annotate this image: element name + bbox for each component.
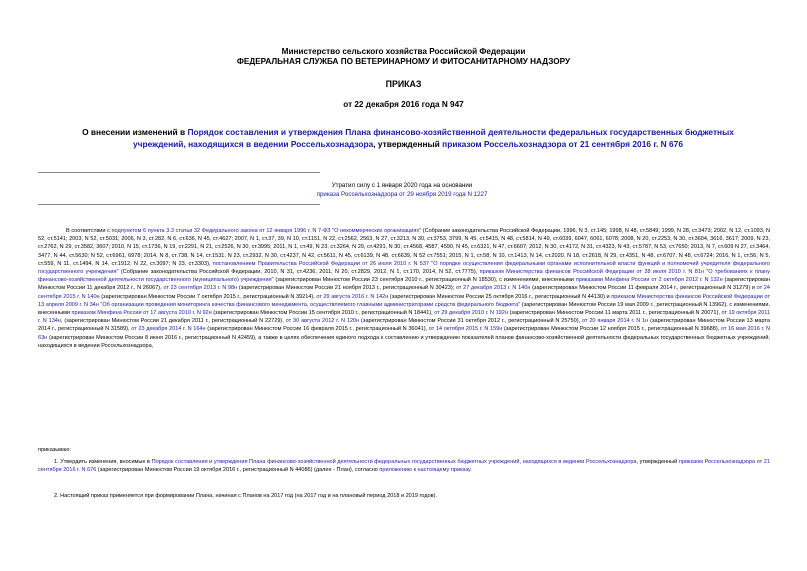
preamble-text: (Собрание законодательства Российской Федерации, 2010, N 31, ст.4236, 2011, N 20, ст.2829, 2012, N 1, ст.170, 2014, N 52, ст.7775), xyxy=(118,269,480,276)
amendment-link[interactable]: от 20 января 2014 г. N 1н xyxy=(581,318,649,325)
amendment-link[interactable]: от 30 августа 2012 г. N 120н xyxy=(285,318,360,325)
minfin-order-81n-link[interactable]: приказом Министерства финансов Российской Федерации от 28 июля 2010 г. N 81н "О требованиях к плану финансово-хозяйственной деятельности государственного (муниципального) учреждения" xyxy=(38,269,771,284)
preamble-text: (зарегистрирован Минюстом России 21 ноября 2013 г., регистрационный N 30423); xyxy=(237,285,456,292)
order-directive: приказываю: xyxy=(38,447,71,453)
amendment-link[interactable]: от 29 августа 2016 г. N 142н xyxy=(316,293,389,300)
order-item-1 xyxy=(38,458,770,474)
document-subject xyxy=(60,127,756,150)
preamble-text: (зарегистрирован Минюстом России 25 октября 2016 г., регистрационный N 44130) и xyxy=(388,293,612,300)
preamble-text: (зарегистрирован Минюстом России 11 февраля 2014 г., регистрационный N 31279) и xyxy=(530,285,757,292)
subject-prefix: О внесении изменений в xyxy=(82,127,188,137)
preamble-text: В соответствии с xyxy=(66,228,112,234)
item-text: 1. Утвердить изменения, вносимые в xyxy=(54,459,152,465)
status-text: Утратил силу с 1 января 2020 года на основании xyxy=(331,182,473,189)
preamble-text: (зарегистрирован Минюстом России 16 февраля 2015 г., регистрационный N 36041), xyxy=(205,326,429,333)
preamble-text: (зарегистрирован Минюстом России 11 декабря 2012 г., N 26067), xyxy=(38,277,770,292)
service-name: ФЕДЕРАЛЬНАЯ СЛУЖБА ПО ВЕТЕРИНАРНОМУ И ФИТОСАНИТАРНОМУ НАДЗОРУ xyxy=(236,57,571,66)
divider-bottom xyxy=(38,204,320,205)
subject-order-link[interactable]: приказом Россельхознадзора от 21 сентября 2016 г. N 676 xyxy=(442,138,683,149)
amendment-link[interactable]: от 27 декабря 2013 г. N 140н xyxy=(455,285,531,292)
amendment-link[interactable]: приказами Минфина России от 2 октября 2012 г. N 132н xyxy=(575,277,723,284)
document-date-number: от 22 декабря 2016 года N 947 xyxy=(343,100,464,109)
subject-procedure-link[interactable]: Порядок составления и утверждения Плана финансово-хозяйственной деятельности федеральных государственных бюджетных учреждений, находящихся в ведении Россельхознадзора xyxy=(133,127,734,149)
item-text: . xyxy=(470,467,472,474)
preamble-text: (зарегистрирован Минюстом России 15 сентября 2010 г., регистрационный N 18441), xyxy=(211,310,435,317)
amendment-link[interactable]: от 24 сентября 2015 г. N 140н xyxy=(38,285,770,300)
amendment-link[interactable]: от 14 октября 2015 г. N 159н xyxy=(428,326,503,333)
preamble-text: (зарегистрирован Минюстом России 11 марта 2011 г., регистрационный N 20071), xyxy=(507,310,722,317)
amendment-link[interactable]: от 19 октября 2011 г. N 134н xyxy=(38,310,770,325)
preamble-text: , (зарегистрирован Минюстом России 21 декабря 2011 г., регистрационный N 22729), xyxy=(60,318,286,325)
subject-middle: , утвержденный xyxy=(373,138,443,149)
item-text: (зарегистрирован Минюстом России 19 октября 2016 г., регистрационный N 44086) (далее - План), согласно xyxy=(96,467,380,474)
law-link[interactable]: подпунктом 6 пункта 3.3 статьи 32 Федерального закона от 12 января 1996 г. N 7-ФЗ "О некоммерческих организациях" xyxy=(111,228,422,234)
preamble-text: (зарегистрирован Минюстом России 19 мая 2009 г., регистрационный N 13962), с изменениями, внесенными xyxy=(38,301,770,317)
preamble-text: (зарегистрирован Минюстом России 31 октября 2012 г., регистрационный N 25750), xyxy=(359,318,582,325)
order-676-link[interactable]: приказом Россельхознадзора от 21 сентября 2016 г. N 676 xyxy=(38,459,770,474)
ministry-name: Министерство сельского хозяйства Российской Федерации xyxy=(281,47,526,56)
preamble-text: (зарегистрирован Минюстом России 13 марта 2014 г., регистрационный N 31589), xyxy=(38,318,770,333)
amendment-link[interactable]: приказом Минфина России от 17 августа 2010 г. N 92н xyxy=(71,310,212,317)
status-order-link[interactable]: приказа Россельхознадзора от 29 ноября 2019 года N 1227 xyxy=(316,191,488,199)
document-type: ПРИКАЗ xyxy=(385,79,422,89)
government-decree-link[interactable]: постановлением Правительства Российской Федерации от 26 июля 2010 г. N 537 "О порядке осуществления федеральными органами исполнительной власти функций и полномочий учредителя федерального государственного учреждения" xyxy=(38,260,770,276)
status-note xyxy=(252,181,552,199)
order-item-2: 2. Настоящий приказ применяется при формировании Плана, начиная с Планов на 2017 год (на 2017 год и на плановый период 2018 и 2019 годов). xyxy=(54,493,437,499)
amendment-link[interactable]: от 23 сентября 2013 г. N 98н xyxy=(163,285,238,292)
amendment-link[interactable]: от 16 мая 2016 г. N 63н xyxy=(38,326,770,341)
amendment-link[interactable]: от 29 декабря 2010 г. N 192н xyxy=(434,310,508,317)
preamble-text: (зарегистрирован Минюстом России 7 октября 2015 г., регистрационный N 39214), xyxy=(99,293,317,300)
amendment-link[interactable]: от 23 декабря 2014 г. N 164н xyxy=(131,326,206,333)
procedure-link[interactable]: Порядок составления и утверждения Плана финансово-хозяйственной деятельности федеральных государственных бюджетных учреждений, находящихся в ведении Россельхознадзора xyxy=(151,459,637,465)
preamble-text: (Собрание законодательства Российской Федерации, 1996, N 3, ст.145; 1998, N 48, ст.5849; 1999, N 28, ст.3473; 2002, N 12, ст.1093, N 52, ст.5141; 2003, N 52, ст.5031; 2006, N 3, ст.282, N 6, ст.636, N 45, ст.4627; 2007, N 1, ст.37, 39, N 10, ст.1151, N 22, ст.2562, 2563, N 27, ст.3213, N 30, ст.3753, 3799, N 45, ст.5415, N 48, ст.5814, N 49, ст.6039, 6047, 6061, 6078; 2008, N 20, ст.2253, N 30, ст.3604, 3616, 3617; 2009, N 23, ст.2762, N 29, ст.3582, 3607; 2010, N 15, ст.1736, N 19, ст.2291, N 21, ст.2526, N 30, ст.3995; 2011, N 1, ст.49, N 23, ст.3264, N 29, ст.4291, N 30, ст.4568, 4587, 4590, N 45, ст.6321, N 47, ст.6607; 2012, N 30, ст.4172, N 31, ст.4323, N 43, ст.5787, N 53, ст.7650; 2013, N 7, ст.609 N 27, ст.3464, 3477, N 44, ст.5630; N 52, ст.6961, 6978; 2014, N 8, ст.738, N 14, ст.1531, N 23, ст.2932, N 30, ст.4237, N 42, ст.5611, N 45, ст.6139, N 48, ст.6639, N 52 ст.7551; 2015, N 1, ст.58, N 10, ст.1413, N 14, ст.2020, N 18, ст.2618, N 29, ст.4351, N 48, ст.6707, N 48, ст.6724; 2016, N 1, ст.56, N 5, ст.559, N 11, ст.1494, N 14, ст.1912; N 22, ст.3097; N 23, ст.3303), xyxy=(38,228,770,267)
preamble-paragraph xyxy=(38,227,770,350)
divider-top xyxy=(38,172,320,173)
item-text: , утвержденный xyxy=(636,459,679,465)
minfin-order-34n-link[interactable]: приказом Министерства финансов Российской Федерации от 13 апреля 2009 г. N 34н "Об организации проведения мониторинга качества финансового менеджмента, осуществляемого главными администраторами средств федерального бюджета" xyxy=(38,293,770,308)
preamble-text: (зарегистрирован Минюстом России 12 ноября 2015 г., регистрационный N 39688), xyxy=(502,326,721,333)
preamble-text: (зарегистрирован Минюстом России 8 июня 2016 г., регистрационный N 42459), а также в целях обеспечения единого подхода к составлению и утверждению показателей планов финансово-хозяйственной деятельности федеральных государственных бюджетных учреждений, находящихся в ведении Россельхознадзора, xyxy=(38,334,770,349)
appendix-link[interactable]: приложению к настоящему приказу xyxy=(379,467,471,474)
preamble-text: (зарегистрирован Минюстом России 23 сентября 2010 г., регистрационный N 18530), с изменениями, внесенными xyxy=(273,277,576,284)
